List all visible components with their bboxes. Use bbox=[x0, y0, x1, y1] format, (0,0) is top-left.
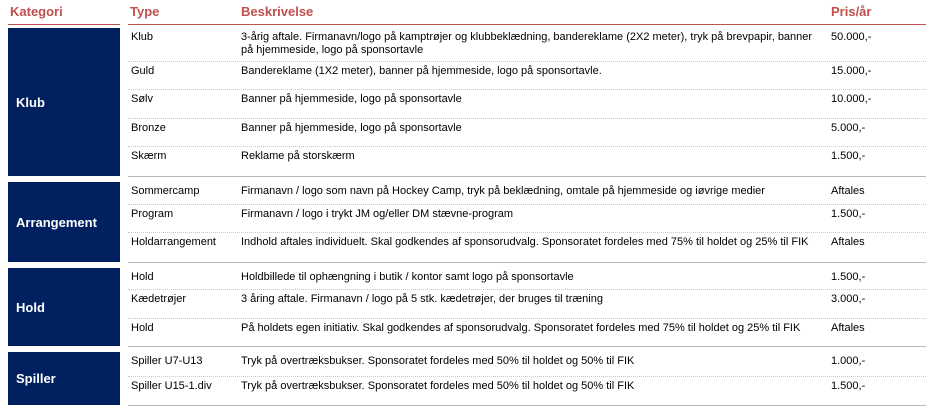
header-pris: Pris/år bbox=[831, 4, 872, 19]
row-separator bbox=[128, 146, 926, 147]
row-type: Program bbox=[131, 208, 174, 220]
group-separator bbox=[128, 262, 926, 263]
row-description: Tryk på overtræksbukser. Sponsoratet fordeles med 50% til holdet og 50% til FIK bbox=[241, 380, 635, 392]
header-underline bbox=[128, 24, 926, 25]
row-description: Reklame på storskærm bbox=[241, 150, 355, 162]
header-kategori: Kategori bbox=[10, 4, 63, 19]
row-type: Klub bbox=[131, 31, 154, 43]
row-separator bbox=[128, 232, 926, 233]
row-type: Hold bbox=[131, 271, 154, 283]
category-klub bbox=[8, 28, 120, 176]
row-description: Bandereklame (1X2 meter), banner på hjemmeside, logo på sponsortavle. bbox=[241, 65, 602, 77]
row-price: Aftales bbox=[831, 185, 865, 197]
row-type: Hold bbox=[131, 322, 154, 334]
category-arrangement bbox=[8, 182, 120, 262]
group-separator bbox=[128, 176, 926, 177]
row-price: 3.000,- bbox=[831, 293, 866, 305]
row-description: Firmanavn / logo som navn på Hockey Camp, tryk på beklædning, omtale på hjemmeside og iøvrige medier bbox=[241, 185, 765, 197]
row-price: Aftales bbox=[831, 236, 865, 248]
row-price: 1.500,- bbox=[831, 150, 866, 162]
row-type: Kædetrøjer bbox=[131, 293, 187, 305]
group-separator bbox=[128, 346, 926, 347]
row-price: 1.500,- bbox=[831, 208, 866, 220]
row-separator bbox=[128, 89, 926, 90]
row-type: Holdarrangement bbox=[131, 236, 216, 248]
row-description: Banner på hjemmeside, logo på sponsortavle bbox=[241, 122, 462, 134]
category-label: Arrangement bbox=[16, 214, 97, 230]
category-label: Hold bbox=[16, 299, 45, 315]
row-description: Indhold aftales individuelt. Skal godkendes af sponsorudvalg. Sponsoratet fordeles med 75% til holdet og 25% til FIK bbox=[241, 236, 809, 248]
row-separator bbox=[128, 289, 926, 290]
row-type: Spiller U7-U13 bbox=[131, 355, 203, 367]
row-price: 5.000,- bbox=[831, 122, 866, 134]
row-type: Bronze bbox=[131, 122, 166, 134]
header-type: Type bbox=[130, 4, 160, 19]
row-description: Banner på hjemmeside, logo på sponsortavle bbox=[241, 93, 462, 105]
row-separator bbox=[128, 61, 926, 62]
row-separator bbox=[128, 204, 926, 205]
header-underline-kategori bbox=[8, 24, 120, 25]
row-type: Guld bbox=[131, 65, 155, 77]
row-price: 10.000,- bbox=[831, 93, 872, 105]
row-description: Holdbillede til ophængning i butik / kontor samt logo på sponsortavle bbox=[241, 271, 574, 283]
category-label: Spiller bbox=[16, 371, 56, 386]
row-separator bbox=[128, 376, 926, 377]
row-type: Skærm bbox=[131, 150, 167, 162]
row-type: Spiller U15-1.div bbox=[131, 380, 212, 392]
category-label: Klub bbox=[16, 94, 45, 110]
header-beskrivelse: Beskrivelse bbox=[241, 4, 314, 19]
row-description: På holdets egen initiativ. Skal godkendes af sponsorudvalg. Sponsoratet fordeles med 75% til holdet og 25% til FIK bbox=[241, 322, 801, 334]
row-price: 50.000,- bbox=[831, 31, 872, 43]
category-spiller bbox=[8, 352, 120, 405]
row-price: 15.000,- bbox=[831, 65, 872, 77]
row-description: Tryk på overtræksbukser. Sponsoratet fordeles med 50% til holdet og 50% til FIK bbox=[241, 355, 635, 367]
row-type: Sølv bbox=[131, 93, 153, 105]
row-description: Firmanavn / logo i trykt JM og/eller DM stævne-program bbox=[241, 208, 514, 220]
row-price: 1.500,- bbox=[831, 380, 866, 392]
category-hold bbox=[8, 268, 120, 346]
row-type: Sommercamp bbox=[131, 185, 200, 197]
row-separator bbox=[128, 118, 926, 119]
row-separator bbox=[128, 318, 926, 319]
row-price: Aftales bbox=[831, 322, 865, 334]
row-price: 1.500,- bbox=[831, 271, 866, 283]
row-description: 3 åring aftale. Firmanavn / logo på 5 stk. kædetrøjer, der bruges til træning bbox=[241, 293, 603, 305]
row-price: 1.000,- bbox=[831, 355, 866, 367]
row-description: 3-årig aftale. Firmanavn/logo på kamptrøjer og klubbeklædning, bandereklame (2X2 meter), tryk på brevpapir, banner på hjemmeside, logo på sponsortavle bbox=[241, 31, 813, 56]
group-separator bbox=[128, 405, 926, 406]
